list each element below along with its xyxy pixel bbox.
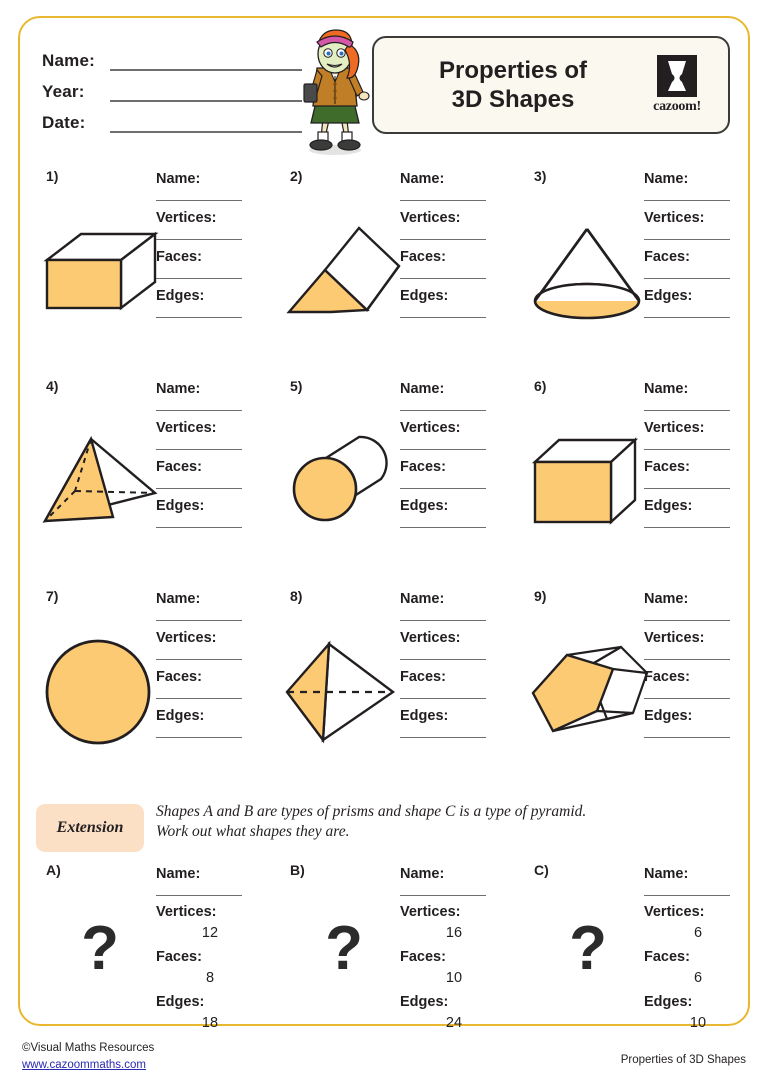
worksheet-title-box [372,36,730,134]
vertices-label: Vertices: [400,210,461,226]
question-number: 7) [46,588,59,604]
name-label: Name: [156,866,201,882]
cazoom-vase-icon [657,55,697,97]
shape-tetrahedron-icon [278,612,410,772]
faces-label: Faces: [156,949,202,965]
vertices-answer-line[interactable] [644,436,730,450]
extension-answer-fields [400,858,492,1031]
faces-label: Faces: [644,949,690,965]
vertices-answer-line[interactable] [156,436,242,450]
shape-sphere-icon [34,612,166,772]
vertices-label: Vertices: [156,630,217,646]
question-row-3 [20,578,752,788]
shape-cuboid-icon [34,192,166,352]
vertices-label: Vertices: [644,630,705,646]
faces-answer-line[interactable] [400,265,486,279]
edges-label: Edges: [644,994,693,1010]
question-2 [264,158,508,368]
faces-value: 6 [693,970,703,986]
faces-label: Faces: [400,669,446,685]
edges-answer-line[interactable] [400,514,486,528]
vertices-label: Vertices: [644,904,705,920]
worksheet-header [20,18,752,158]
edges-answer-line[interactable] [644,724,730,738]
shape-triangular-prism-icon [278,192,410,352]
answer-fields [644,162,736,318]
name-label: Name: [156,591,201,607]
cazoom-logo-text: cazoom! [653,99,701,114]
copyright-text: ©Visual Maths Resources [22,1042,155,1054]
vertices-label: Vertices: [644,420,705,436]
edges-label: Edges: [156,994,205,1010]
edges-label: Edges: [156,498,205,514]
student-info-fields [42,40,302,133]
vertices-answer-line[interactable] [400,436,486,450]
edges-value: 10 [689,1015,707,1031]
faces-answer-line[interactable] [644,475,730,489]
shape-cylinder-icon [278,402,410,562]
edges-label: Edges: [156,288,205,304]
faces-label: Faces: [400,949,446,965]
vertices-label: Vertices: [400,904,461,920]
shape-cone-icon [522,192,654,352]
extension-grid [20,858,752,1031]
shape-pentagonal-prism-icon [522,612,654,772]
page-footer [22,1040,746,1073]
worksheet-page [18,16,750,1031]
answer-fields [400,372,492,528]
shape-cube-icon [522,402,654,562]
date-field-input-line[interactable] [110,111,302,133]
question-number: 8) [290,588,303,604]
answer-fields [400,162,492,318]
name-label: Name: [644,866,689,882]
question-number: 2) [290,168,303,184]
year-field-input-line[interactable] [110,80,302,102]
extension-number: A) [46,862,61,878]
question-row-2 [20,368,752,578]
name-label: Name: [400,381,445,397]
name-answer-line[interactable] [156,607,242,621]
date-field-label: Date: [42,113,86,132]
edges-answer-line[interactable] [400,304,486,318]
faces-label: Faces: [644,249,690,265]
name-answer-line[interactable] [400,607,486,621]
edges-answer-line[interactable] [400,724,486,738]
edges-answer-line[interactable] [156,724,242,738]
website-link[interactable]: www.cazoommaths.com [22,1058,146,1071]
faces-label: Faces: [156,459,202,475]
edges-value: 18 [201,1015,219,1031]
extension-badge: Extension [36,804,144,852]
question-number: 1) [46,168,59,184]
question-mark-icon: ? [81,913,119,983]
vertices-label: Vertices: [400,420,461,436]
name-answer-line[interactable] [644,607,730,621]
vertices-label: Vertices: [156,904,217,920]
name-answer-line[interactable] [400,397,486,411]
edges-label: Edges: [644,288,693,304]
name-answer-line[interactable] [644,187,730,201]
name-label: Name: [644,381,689,397]
name-field-input-line[interactable] [110,49,302,71]
shape-square-pyramid-icon [34,402,166,562]
faces-answer-line[interactable] [400,475,486,489]
date-field-row [42,102,302,133]
edges-label: Edges: [644,708,693,724]
name-label: Name: [644,591,689,607]
extension-item-b [264,858,508,1031]
vertices-label: Vertices: [156,420,217,436]
faces-label: Faces: [400,249,446,265]
page-title [374,56,638,115]
vertices-label: Vertices: [156,210,217,226]
name-label: Name: [156,381,201,397]
extension-item-c [508,858,752,1031]
edges-label: Edges: [400,498,449,514]
vertices-answer-line[interactable] [156,226,242,240]
edges-label: Edges: [400,708,449,724]
questions-grid [20,158,752,788]
name-field-row [42,40,302,71]
faces-label: Faces: [644,669,690,685]
question-number: 9) [534,588,547,604]
answer-fields [156,582,248,738]
vertices-value: 16 [445,925,463,941]
vertices-value: 12 [201,925,219,941]
faces-label: Faces: [156,669,202,685]
faces-answer-line[interactable] [156,265,242,279]
question-number: 3) [534,168,547,184]
name-answer-line[interactable] [644,397,730,411]
edges-answer-line[interactable] [644,304,730,318]
answer-fields [156,162,248,318]
extension-number: B) [290,862,305,878]
faces-answer-line[interactable] [644,685,730,699]
vertices-value: 6 [693,925,703,941]
answer-fields [644,582,736,738]
name-answer-line[interactable] [156,397,242,411]
answer-fields [400,582,492,738]
question-9 [508,578,752,788]
edges-label: Edges: [156,708,205,724]
faces-value: 8 [205,970,215,986]
edges-answer-line[interactable] [156,514,242,528]
extension-item-a [20,858,264,1031]
edges-label: Edges: [400,994,449,1010]
name-answer-line[interactable] [400,882,486,896]
extension-answer-fields [156,858,248,1031]
name-label: Name: [156,171,201,187]
edges-answer-line[interactable] [644,514,730,528]
vertices-answer-line[interactable] [644,646,730,660]
year-field-label: Year: [42,82,85,101]
page-title-line-1: Properties of [438,56,588,84]
edges-label: Edges: [400,288,449,304]
faces-value: 10 [445,970,463,986]
name-answer-line[interactable] [156,882,242,896]
question-1 [20,158,264,368]
faces-answer-line[interactable] [156,475,242,489]
faces-label: Faces: [156,249,202,265]
question-row-1 [20,158,752,368]
extension-number: C) [534,862,549,878]
faces-answer-line[interactable] [156,685,242,699]
question-5 [264,368,508,578]
footer-doc-title: Properties of 3D Shapes [620,1054,746,1066]
question-mark-icon: ? [325,913,363,983]
extension-section [20,788,752,1031]
edges-answer-line[interactable] [156,304,242,318]
question-mark-icon: ? [569,913,607,983]
faces-answer-line[interactable] [400,685,486,699]
vertices-label: Vertices: [400,630,461,646]
vertices-answer-line[interactable] [400,646,486,660]
name-answer-line[interactable] [400,187,486,201]
name-field-label: Name: [42,51,95,70]
name-label: Name: [400,171,445,187]
edges-value: 24 [445,1015,463,1031]
name-answer-line[interactable] [644,882,730,896]
vertices-answer-line[interactable] [644,226,730,240]
faces-label: Faces: [400,459,446,475]
page-title-line-2: 3D Shapes [451,86,575,113]
question-8 [264,578,508,788]
question-3 [508,158,752,368]
name-answer-line[interactable] [156,187,242,201]
name-label: Name: [644,171,689,187]
question-4 [20,368,264,578]
extension-instruction-line-1: Shapes A and B are types of prisms and shape C is a type of pyramid. [156,803,587,820]
extension-instruction [156,802,696,843]
year-field-row [42,71,302,102]
schoolgirl-mascot-icon [285,26,381,158]
footer-left [22,1040,154,1073]
faces-answer-line[interactable] [644,265,730,279]
vertices-answer-line[interactable] [156,646,242,660]
name-label: Name: [400,591,445,607]
name-label: Name: [400,866,445,882]
vertices-answer-line[interactable] [400,226,486,240]
answer-fields [644,372,736,528]
edges-label: Edges: [644,498,693,514]
question-number: 4) [46,378,59,394]
question-6 [508,368,752,578]
answer-fields [156,372,248,528]
question-7 [20,578,264,788]
vertices-label: Vertices: [644,210,705,226]
cazoom-logo [638,55,716,115]
faces-label: Faces: [644,459,690,475]
question-number: 5) [290,378,303,394]
question-number: 6) [534,378,547,394]
extension-instruction-line-2: Work out what shapes they are. [156,823,350,841]
extension-answer-fields [644,858,736,1031]
